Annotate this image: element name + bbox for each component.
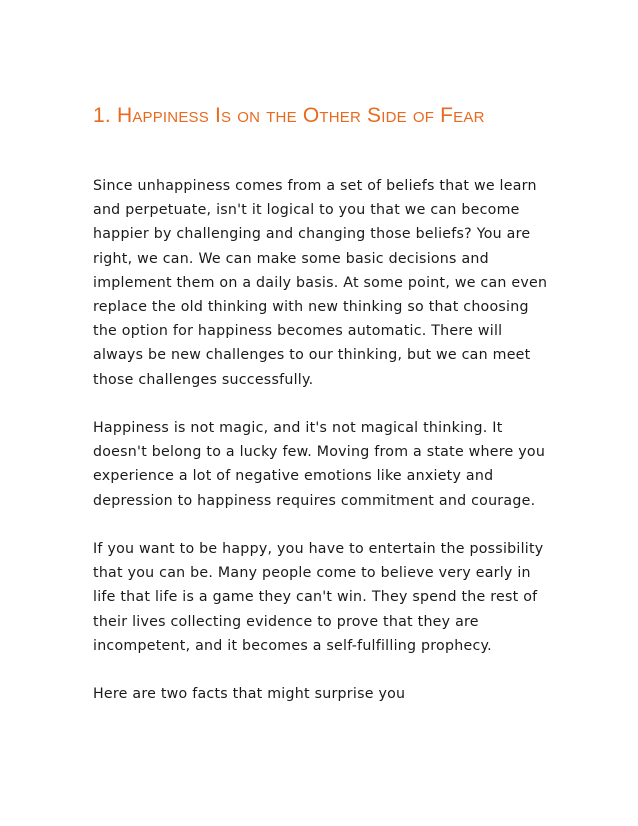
paragraph: Here are two facts that might surprise you <box>93 686 406 703</box>
paragraph: Since unhappiness comes from a set of beliefs that we learn and perpetuate, isn't it logical to you that we can become happier by challenging and changing those beliefs? You are right, we can. We can make some basic decisions and implement them on a daily basis. At some point, we can even replace the old thinking with new thinking so that choosing the option for happiness becomes automatic. There will always be new challenges to our thinking, but we can meet those challenges successfully. <box>93 178 548 388</box>
paragraph: If you want to be happy, you have to entertain the possibility that you can be. Many people come to believe very early in life that life is a game they can't win. They spend the rest of their lives collecting evidence to prove that they are incompetent, and it becomes a self-fulfilling prophecy. <box>93 541 544 654</box>
section-heading: 1. Happiness Is on the Other Side of Fear <box>93 104 485 127</box>
paragraph: Happiness is not magic, and it's not magical thinking. It doesn't belong to a lucky few. Moving from a state where you experience a lot of negative emotions like anxiety and depression to happiness requires commitment and courage. <box>93 420 546 509</box>
section-body <box>93 174 553 731</box>
